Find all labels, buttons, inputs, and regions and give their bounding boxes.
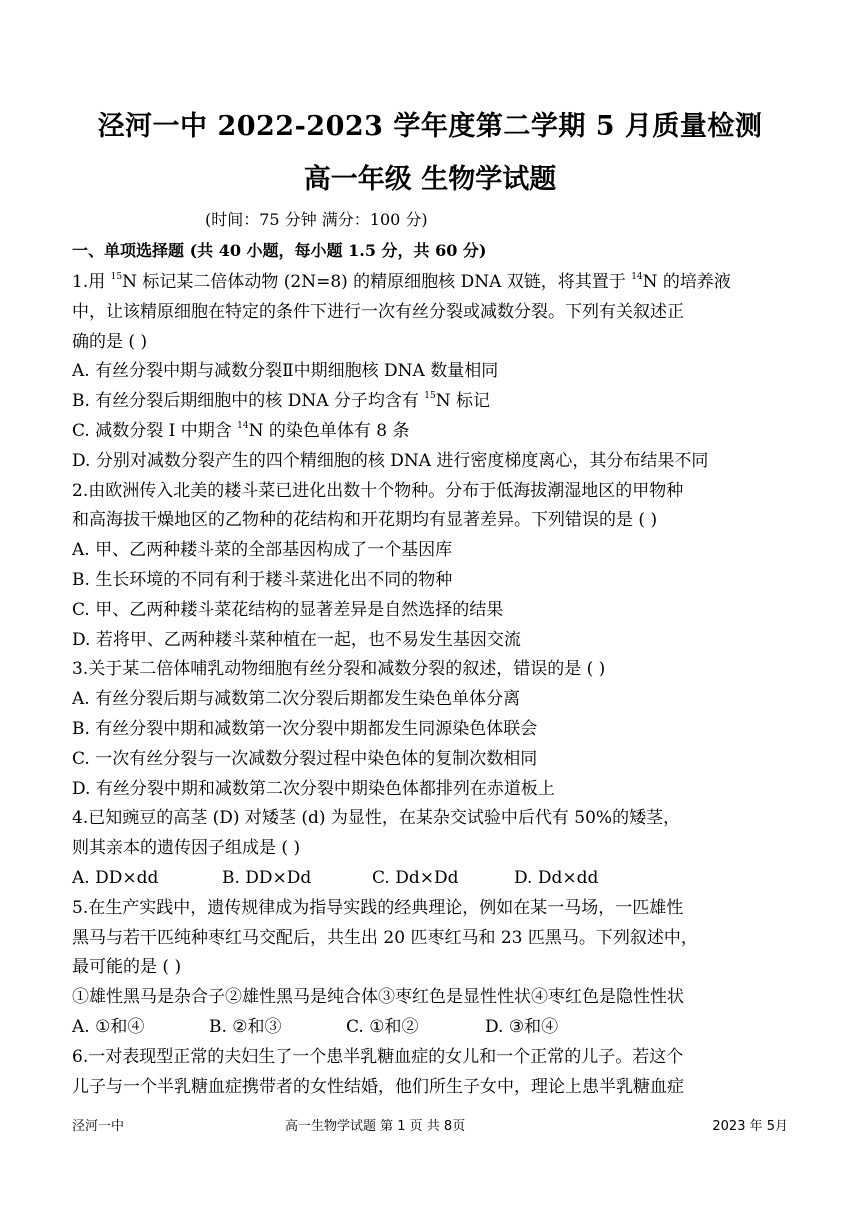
q4-stem-line2: 则其亲本的遗传因子组成是 ( ) (72, 838, 301, 859)
q4-option-c: C. Dd×Dd (372, 867, 459, 888)
q3-option-a: A. 有丝分裂后期与减数第二次分裂后期都发生染色单体分离 (72, 689, 521, 710)
q4-stem-line1: 4.已知豌豆的高茎 (D) 对矮茎 (d) 为显性，在某杂交试验中后代有 50%的矮茎， (72, 808, 681, 829)
q3-stem-line1: 3.关于某二倍体哺乳动物细胞有丝分裂和减数分裂的叙述，错误的是 ( ) (72, 659, 606, 680)
q1-stem-line2: 中，让该精原细胞在特定的条件下进行一次有丝分裂或减数分裂。下列有关叙述正 (72, 301, 684, 322)
footer-school: 泾河一中 (72, 1119, 125, 1134)
q2-stem-line2: 和高海拔干燥地区的乙物种的花结构和开花期均有显著差异。下列错误的是 ( ) (72, 510, 658, 531)
q5-option-c: C. ①和② (346, 1016, 419, 1037)
q2-option-d: D. 若将甲、乙两种耧斗菜种植在一起，也不易发生基因交流 (72, 629, 521, 650)
q5-option-b: B. ②和③ (209, 1016, 282, 1037)
q2-option-a: A. 甲、乙两种耧斗菜的全部基因构成了一个基因库 (72, 540, 453, 561)
q4-option-b: B. DD×Dd (222, 867, 312, 888)
section-heading: 一、单项选择题 (共 40 小题，每小题 1.5 分，共 60 分) (72, 241, 487, 260)
q5-options (72, 1013, 792, 1043)
footer-date: 2023 年 5月 (712, 1119, 788, 1134)
q4-option-a: A. DD×dd (72, 867, 159, 888)
q2-option-b: B. 生长环境的不同有利于耧斗菜进化出不同的物种 (72, 569, 453, 590)
q6-stem-line1: 6.一对表现型正常的夫妇生了一个患半乳糖血症的女儿和一个正常的儿子。若这个 (72, 1046, 684, 1067)
q2-stem-line1: 2.由欧洲传入北美的耧斗菜已进化出数十个物种。分布于低海拔潮湿地区的甲物种 (72, 480, 684, 501)
q2-option-c: C. 甲、乙两种耧斗菜花结构的显著差异是自然选择的结果 (72, 599, 504, 620)
q5-option-d: D. ③和④ (485, 1016, 559, 1037)
footer-page-info: 高一生物学试题 第 1 页 共 8页 (285, 1119, 466, 1134)
q5-option-a: A. ①和④ (72, 1016, 145, 1037)
q3-option-c: C. 一次有丝分裂与一次减数分裂过程中染色体的复制次数相同 (72, 748, 538, 769)
q1-option-d: D. 分别对减数分裂产生的四个精细胞的核 DNA 进行密度梯度离心，其分布结果不同 (72, 450, 709, 471)
q1-option-c: C. 减数分裂 I 中期含 $^{14}$N 的染色单体有 8 条 (72, 420, 410, 441)
q4-option-d: D. Dd×dd (514, 867, 599, 888)
exam-subtitle: 高一年级 生物学试题 (303, 164, 557, 195)
q1-option-a: A. 有丝分裂中期与减数分裂Ⅱ中期细胞核 DNA 数量相同 (72, 361, 499, 382)
q1-stem-line1: 1.用 $^{15}$N 标记某二倍体动物 (2N=8) 的精原细胞核 DNA 双链，将其置于 $^{14}$N 的培养液 (72, 271, 731, 292)
q3-option-d: D. 有丝分裂中期和减数第二次分裂中期染色体都排列在赤道板上 (72, 778, 555, 799)
q5-stem-line1: 5.在生产实践中，遗传规律成为指导实践的经典理论，例如在某一马场，一匹雄性 (72, 897, 684, 918)
q3-option-b: B. 有丝分裂中期和减数第一次分裂中期都发生同源染色体联会 (72, 718, 538, 739)
q4-options (72, 864, 792, 894)
q6-stem-line2: 儿子与一个半乳糖血症携带者的女性结婚，他们所生子女中，理论上患半乳糖血症 (72, 1076, 684, 1097)
q5-statements: ①雄性黑马是杂合子②雄性黑马是纯合体③枣红色是显性性状④枣红色是隐性性状 (72, 987, 684, 1008)
q1-stem-line3: 确的是 ( ) (72, 331, 148, 352)
q5-stem-line2: 黑马与若干匹纯种枣红马交配后，共生出 20 匹枣红马和 23 匹黑马。下列叙述中， (72, 927, 698, 948)
q5-stem-line3: 最可能的是 ( ) (72, 957, 182, 978)
q1-option-b: B. 有丝分裂后期细胞中的核 DNA 分子均含有 $^{15}$N 标记 (72, 391, 491, 412)
exam-title: 泾河一中 2022-2023 学年度第二学期 5 月质量检测 (97, 111, 763, 142)
question-list (72, 268, 792, 1102)
exam-meta: (时间：75 分钟 满分：100 分) (205, 210, 428, 229)
